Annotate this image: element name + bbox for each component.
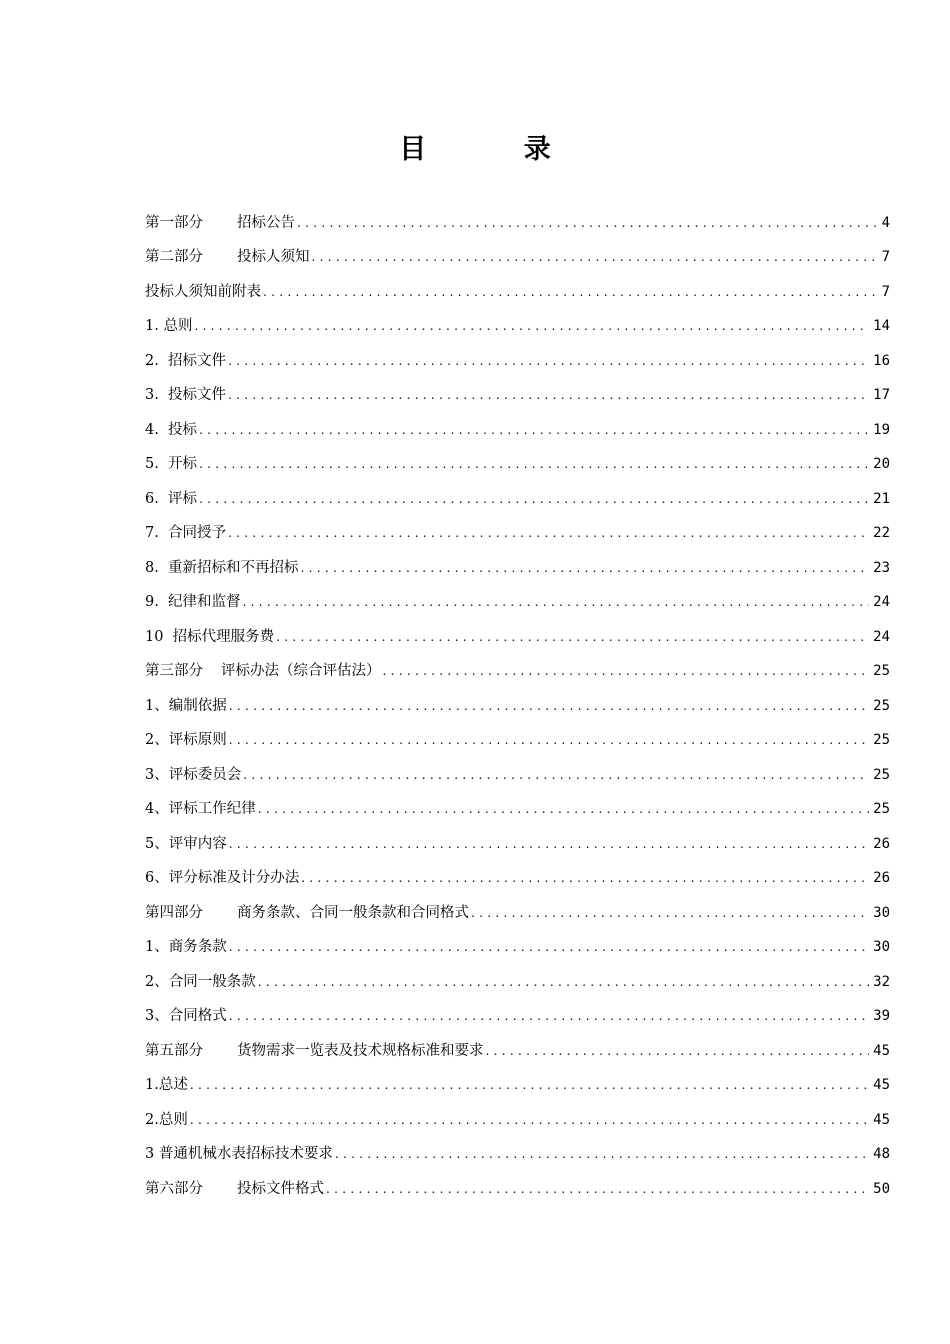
- toc-page-number: 25: [873, 697, 890, 714]
- toc-entry[interactable]: [145, 647, 890, 682]
- toc-leader-dots: [301, 558, 870, 578]
- toc-entry-text: 商务条款、合同一般条款和合同格式: [237, 904, 469, 921]
- toc-page-number: 16: [873, 352, 890, 369]
- toc-page-number: 45: [873, 1077, 890, 1093]
- toc-leader-dots: [301, 868, 869, 888]
- toc-leader-dots: [190, 1075, 869, 1095]
- toc-entry-text: 货物需求一览表及技术规格标准和要求: [237, 1042, 484, 1059]
- toc-leader-dots: [229, 696, 869, 716]
- toc-leader-dots: [194, 316, 869, 336]
- toc-entry-label: [145, 385, 226, 405]
- toc-entry[interactable]: [145, 336, 890, 371]
- toc-title: 目 录: [399, 134, 595, 165]
- toc-entry-label: [145, 489, 197, 509]
- toc-entry[interactable]: [145, 578, 890, 613]
- toc-entry-text: 3、合同格式: [145, 1008, 227, 1024]
- toc-page-number: 50: [873, 1180, 890, 1197]
- toc-entry[interactable]: [145, 1026, 890, 1061]
- toc-leader-dots: [243, 592, 870, 612]
- toc-entry-label: [145, 247, 310, 267]
- toc-entry[interactable]: [145, 612, 890, 647]
- toc-entry-text: 1、商务条款: [145, 939, 227, 955]
- toc-entry-label: [145, 1041, 484, 1061]
- toc-entry-label: [145, 696, 227, 716]
- toc-entry[interactable]: [145, 543, 890, 578]
- toc-entry[interactable]: [145, 267, 890, 302]
- toc-entry-label: [145, 592, 241, 612]
- toc-entry-label: [145, 282, 261, 302]
- toc-entry-text: 2、评标原则: [145, 732, 227, 748]
- toc-entry-text: 2、合同一般条款: [145, 973, 256, 990]
- toc-leader-dots: [243, 765, 869, 785]
- toc-leader-dots: [258, 972, 869, 992]
- toc-entry[interactable]: [145, 819, 890, 854]
- toc-page-number: 25: [873, 766, 890, 783]
- toc-entry[interactable]: [145, 785, 890, 820]
- toc-page-number: 26: [873, 835, 890, 852]
- toc-page-number: 21: [873, 490, 890, 507]
- toc-entry-label: [145, 627, 274, 647]
- toc-entry-text: 评标办法（综合评估法）: [221, 663, 381, 679]
- toc-entry-text: 10 招标代理服务费: [145, 628, 275, 645]
- toc-page-number: 19: [873, 421, 890, 438]
- toc-leader-dots: [297, 213, 878, 233]
- toc-page-number: 26: [873, 870, 890, 886]
- toc-page-number: 25: [873, 732, 890, 748]
- toc-entry[interactable]: [145, 750, 890, 785]
- toc-entry-label: [145, 420, 197, 440]
- toc-page-number: 14: [873, 318, 890, 334]
- toc-entry-text: 6、评分标准及计分办法: [145, 870, 300, 886]
- toc-entry-label: [145, 937, 227, 957]
- toc-entry[interactable]: [145, 992, 890, 1027]
- toc-leader-dots: [229, 834, 869, 854]
- toc-page-number: 17: [873, 387, 890, 403]
- toc-entry-text: 7. 合同授予: [145, 525, 227, 541]
- toc-leader-dots: [258, 799, 869, 819]
- toc-leader-dots: [228, 523, 869, 543]
- toc-entry-part: 第三部分: [145, 663, 203, 679]
- toc-leader-dots: [228, 385, 869, 405]
- toc-page-number: 7: [881, 283, 890, 300]
- toc-entry[interactable]: [145, 474, 890, 509]
- toc-page-number: 30: [873, 939, 890, 955]
- toc-entry[interactable]: [145, 957, 890, 992]
- toc-entry-text: 9. 纪律和监督: [145, 594, 241, 610]
- toc-leader-dots: [276, 627, 869, 647]
- toc-entry-text: 5. 开标: [145, 456, 198, 472]
- toc-page-number: 4: [881, 214, 890, 231]
- toc-page-number: 24: [873, 628, 890, 645]
- toc-entry-text: 2. 招标文件: [145, 352, 227, 369]
- toc-entry-label: [145, 834, 227, 854]
- toc-entry-label: [145, 730, 227, 750]
- toc-leader-dots: [190, 1110, 869, 1130]
- toc-entry[interactable]: [145, 371, 890, 406]
- toc-entry-text: 4. 投标: [145, 421, 198, 438]
- toc-entry[interactable]: [145, 198, 890, 233]
- toc-entry-text: 4、评标工作纪律: [145, 801, 256, 817]
- toc-entry[interactable]: [145, 405, 890, 440]
- toc-entry-label: [145, 903, 469, 923]
- toc-entry-label: [145, 1179, 324, 1199]
- toc-page-number: 23: [873, 559, 890, 576]
- toc-entry-label: [145, 765, 241, 785]
- toc-entry[interactable]: [145, 509, 890, 544]
- toc-leader-dots: [229, 937, 869, 957]
- toc-leader-dots: [312, 247, 878, 267]
- toc-leader-dots: [263, 282, 878, 302]
- toc-entry-part: 第五部分: [145, 1042, 203, 1059]
- toc-entry[interactable]: [145, 1095, 890, 1130]
- toc-entry-label: [145, 1075, 188, 1095]
- toc-entry-part: 第四部分: [145, 904, 203, 921]
- toc-entry-label: [145, 1006, 227, 1026]
- toc-leader-dots: [471, 903, 869, 923]
- toc-entry-part: 第一部分: [145, 214, 203, 231]
- toc-entry[interactable]: [145, 681, 890, 716]
- toc-entry[interactable]: [145, 716, 890, 751]
- toc-page-number: 24: [873, 594, 890, 610]
- toc-entry[interactable]: [145, 233, 890, 268]
- toc-entry[interactable]: [145, 302, 890, 337]
- toc-page-number: 45: [873, 1042, 890, 1059]
- toc-leader-dots: [326, 1179, 869, 1199]
- toc-leader-dots: [486, 1041, 870, 1061]
- toc-entry-label: [145, 316, 192, 336]
- toc-entry-label: [145, 972, 256, 992]
- toc-entry[interactable]: [145, 854, 890, 889]
- toc-entry-text: 8. 重新招标和不再招标: [145, 559, 299, 576]
- toc-entry[interactable]: [145, 1061, 890, 1096]
- toc-page-number: 39: [873, 1008, 890, 1024]
- toc-leader-dots: [199, 454, 869, 474]
- toc-entry-part: 第二部分: [145, 249, 203, 265]
- toc-entry-text: 1、编制依据: [145, 697, 227, 714]
- toc-entry-label: [145, 661, 381, 681]
- toc-entry[interactable]: [145, 923, 890, 958]
- toc-entry[interactable]: [145, 1164, 890, 1199]
- toc-entry-label: [145, 454, 197, 474]
- toc-page-number: 30: [873, 904, 890, 921]
- toc-page-number: 25: [873, 663, 890, 679]
- toc-page-number: 48: [873, 1146, 890, 1162]
- toc-leader-dots: [335, 1144, 869, 1164]
- toc-entry-label: [145, 1110, 188, 1130]
- toc-entry-text: 5、评审内容: [145, 835, 227, 852]
- toc-entry-text: 1.总述: [145, 1077, 188, 1093]
- toc-entry-text: 3、评标委员会: [145, 766, 242, 783]
- toc-leader-dots: [199, 420, 869, 440]
- toc-entry-label: [145, 868, 299, 888]
- toc-entry-text: 投标文件格式: [237, 1180, 324, 1197]
- toc-page-number: 20: [873, 456, 890, 472]
- toc-page-number: 32: [873, 973, 890, 990]
- toc-page-number: 45: [873, 1111, 890, 1128]
- toc-entry[interactable]: [145, 1130, 890, 1165]
- toc-list: [145, 198, 890, 1199]
- toc-entry[interactable]: [145, 440, 890, 475]
- toc-page-number: 7: [881, 249, 890, 265]
- toc-entry-label: [145, 799, 256, 819]
- toc-entry-label: [145, 1144, 333, 1164]
- toc-entry-text: 投标人须知前附表: [145, 283, 261, 300]
- toc-page-number: 25: [873, 801, 890, 817]
- toc-entry-label: [145, 558, 299, 578]
- toc-entry-text: 1. 总则: [145, 318, 193, 334]
- toc-leader-dots: [383, 661, 870, 681]
- toc-leader-dots: [229, 730, 869, 750]
- toc-entry-part: 第六部分: [145, 1180, 203, 1197]
- toc-entry-text: 6. 评标: [145, 490, 198, 507]
- toc-entry-text: 3 普通机械水表招标技术要求: [145, 1146, 333, 1162]
- toc-leader-dots: [199, 489, 869, 509]
- toc-page-number: 22: [873, 525, 890, 541]
- toc-entry-label: [145, 351, 226, 371]
- toc-entry-text: 投标人须知: [237, 249, 310, 265]
- toc-entry-text: 2.总则: [145, 1111, 188, 1128]
- toc-leader-dots: [228, 351, 869, 371]
- toc-entry[interactable]: [145, 888, 890, 923]
- toc-entry-label: [145, 213, 295, 233]
- toc-entry-text: 招标公告: [237, 214, 295, 231]
- toc-entry-text: 3. 投标文件: [145, 387, 227, 403]
- toc-entry-label: [145, 523, 226, 543]
- toc-leader-dots: [229, 1006, 869, 1026]
